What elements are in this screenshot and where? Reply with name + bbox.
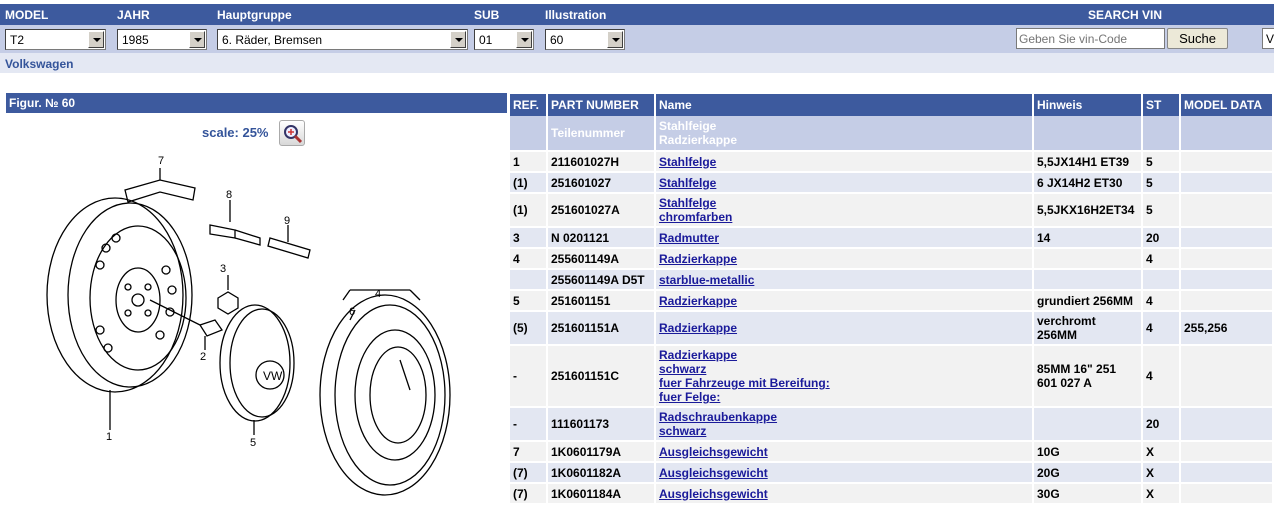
part-number-cell: 251601151C — [548, 346, 656, 408]
sub-select-value: 01 — [479, 33, 493, 47]
model-data-cell — [1181, 442, 1274, 463]
name-cell — [656, 484, 1034, 505]
part-number-cell: 255601149A D5T — [548, 270, 656, 291]
part-name-link[interactable]: Radmutter — [659, 230, 720, 245]
part-number-cell: 251601151A — [548, 312, 656, 346]
name-cell — [656, 463, 1034, 484]
column-header-name: Name — [656, 94, 1034, 116]
part-name-link[interactable]: fuer Fahrzeuge mit Bereifung: — [659, 376, 830, 390]
column-header-ref: REF. — [510, 94, 548, 116]
name-cell — [656, 408, 1034, 442]
part-name-link[interactable]: Radschraubenkappe — [659, 410, 778, 424]
name-cell — [656, 249, 1034, 270]
part-number-cell: 111601173 — [548, 408, 656, 442]
table-row — [510, 173, 1274, 194]
chevron-down-icon[interactable] — [88, 31, 104, 48]
hinweis-cell — [1034, 442, 1143, 463]
callout-2: 2 — [200, 351, 207, 363]
search-vin-label: SEARCH VIN — [1088, 8, 1163, 22]
part-name-link[interactable]: schwarz — [659, 362, 707, 376]
hinweis-cell — [1034, 346, 1143, 408]
st-cell: 5 — [1143, 152, 1181, 173]
callout-9: 9 — [284, 215, 291, 227]
part-number-cell: N 0201121 — [548, 228, 656, 249]
parts-illustration[interactable] — [10, 150, 460, 510]
group-select-value: 6. Räder, Bremsen — [222, 33, 323, 47]
subheader-name-cell — [656, 116, 1034, 152]
table-row — [510, 194, 1274, 228]
model-data-cell — [1181, 270, 1274, 291]
model-data-cell: 255,256 — [1181, 312, 1274, 346]
part-name-link[interactable]: Stahlfelge — [659, 175, 717, 190]
model-label: MODEL — [5, 8, 49, 22]
group-select[interactable] — [217, 29, 468, 50]
name-cell — [656, 291, 1034, 312]
ref-cell: 3 — [510, 228, 548, 249]
table-row — [510, 484, 1274, 505]
part-name-link[interactable]: Radzierkappe — [659, 251, 738, 266]
table-row — [510, 442, 1274, 463]
table-row — [510, 152, 1274, 173]
part-name-link[interactable]: Ausgleichsgewicht — [659, 444, 768, 459]
st-cell: X — [1143, 442, 1181, 463]
ref-cell: (7) — [510, 484, 548, 505]
hinweis-cell — [1034, 312, 1143, 346]
hub-cap-drawing — [220, 305, 294, 421]
part-name-link[interactable]: schwarz — [659, 424, 707, 438]
model-data-cell — [1181, 346, 1274, 408]
hinweis-cell — [1034, 408, 1143, 442]
ref-cell: - — [510, 346, 548, 408]
part-name-link[interactable]: starblue-metallic — [659, 272, 755, 287]
part-name-link[interactable]: chromfarben — [659, 210, 733, 224]
callout-4: 4 — [375, 288, 382, 300]
wheel-bolt-drawing — [210, 225, 235, 238]
hinweis-cell — [1034, 194, 1143, 228]
column-header-hinweis: Hinweis — [1034, 94, 1143, 116]
subheader-part-number: Teilenummer — [548, 116, 656, 152]
subheader-name-line: Radzierkappe — [659, 133, 738, 147]
hinweis-line: verchromt — [1037, 314, 1096, 328]
year-label: JAHR — [117, 8, 150, 22]
sub-select[interactable] — [474, 29, 534, 50]
chevron-down-icon[interactable] — [516, 31, 532, 48]
brand-link[interactable]: Volkswagen — [5, 57, 74, 71]
hinweis-line: grundiert 256MM — [1037, 293, 1134, 308]
hinweis-cell — [1034, 270, 1143, 291]
parts-table — [510, 94, 1274, 505]
name-cell — [656, 442, 1034, 463]
part-number-cell: 251601027 — [548, 173, 656, 194]
name-cell — [656, 270, 1034, 291]
table-row — [510, 291, 1274, 312]
magnifier-icon — [280, 121, 306, 147]
hinweis-line: 256MM — [1037, 328, 1078, 342]
svg-text:VW: VW — [263, 369, 283, 383]
part-name-link[interactable]: Stahlfelge — [659, 196, 717, 210]
table-row — [510, 312, 1274, 346]
model-data-cell — [1181, 291, 1274, 312]
hinweis-line: 30G — [1037, 486, 1060, 501]
model-data-cell — [1181, 152, 1274, 173]
hinweis-line: 85MM 16" 251 — [1037, 362, 1117, 376]
hinweis-cell — [1034, 484, 1143, 505]
name-cell — [656, 228, 1034, 249]
hinweis-line: 10G — [1037, 444, 1060, 459]
vin-search-input[interactable] — [1016, 28, 1165, 49]
wheel-cover-drawing — [320, 295, 450, 495]
ref-cell: (1) — [510, 194, 548, 228]
part-name-link[interactable]: Radzierkappe — [659, 293, 738, 308]
column-header-st: ST — [1143, 94, 1181, 116]
name-cell — [656, 194, 1034, 228]
ref-cell: - — [510, 408, 548, 442]
st-cell: 4 — [1143, 312, 1181, 346]
st-cell: 4 — [1143, 346, 1181, 408]
part-number-cell: 251601027A — [548, 194, 656, 228]
part-number-cell: 1K0601182A — [548, 463, 656, 484]
table-subheader-row — [510, 116, 1274, 152]
subheader-name-line: Stahlfeige — [659, 119, 717, 133]
subheader-st-cell — [1143, 116, 1181, 152]
subheader-hinweis-cell — [1034, 116, 1143, 152]
model-select[interactable] — [5, 29, 106, 50]
st-cell: 20 — [1143, 408, 1181, 442]
st-cell: 4 — [1143, 291, 1181, 312]
model-data-cell — [1181, 194, 1274, 228]
st-cell: 5 — [1143, 194, 1181, 228]
part-number-cell: 255601149A — [548, 249, 656, 270]
part-name-link[interactable]: Ausgleichsgewicht — [659, 486, 768, 501]
ref-cell: (5) — [510, 312, 548, 346]
callout-8: 8 — [226, 189, 233, 201]
table-row — [510, 249, 1274, 270]
part-name-link[interactable]: fuer Felge: — [659, 390, 721, 404]
illustration-select[interactable] — [545, 29, 625, 50]
st-cell: 5 — [1143, 173, 1181, 194]
part-name-link[interactable]: Radzierkappe — [659, 348, 738, 362]
model-data-cell — [1181, 228, 1274, 249]
model-select-value: T2 — [10, 33, 25, 47]
ref-cell: 4 — [510, 249, 548, 270]
ref-cell: 1 — [510, 152, 548, 173]
part-name-link[interactable]: Radzierkappe — [659, 321, 738, 335]
hinweis-cell — [1034, 463, 1143, 484]
hinweis-line: 6 JX14H2 ET30 — [1037, 175, 1123, 190]
brand-bar — [0, 53, 1274, 73]
hinweis-line: 5,5JX14H1 ET39 — [1037, 154, 1130, 169]
model-data-cell — [1181, 249, 1274, 270]
valve-drawing — [268, 238, 310, 258]
name-cell — [656, 312, 1034, 346]
table-row — [510, 270, 1274, 291]
table-row — [510, 408, 1274, 442]
hinweis-cell — [1034, 291, 1143, 312]
callout-7: 7 — [158, 155, 165, 167]
part-name-link[interactable]: Stahlfelge — [659, 154, 717, 169]
hinweis-cell — [1034, 249, 1143, 270]
st-cell: 4 — [1143, 249, 1181, 270]
hinweis-cell — [1034, 228, 1143, 249]
callout-6: 6 — [349, 306, 356, 318]
zoom-button[interactable] — [279, 120, 305, 146]
chevron-down-icon[interactable] — [607, 31, 623, 48]
table-header-row — [510, 94, 1274, 116]
part-number-cell: 1K0601179A — [548, 442, 656, 463]
name-cell — [656, 346, 1034, 408]
filter-labels-row — [0, 4, 1274, 25]
model-data-cell — [1181, 463, 1274, 484]
model-data-cell — [1181, 408, 1274, 442]
st-cell — [1143, 270, 1181, 291]
table-row — [510, 463, 1274, 484]
scale-label: scale: 25% — [202, 125, 269, 140]
name-cell — [656, 152, 1034, 173]
hinweis-line: 601 027 A — [1037, 376, 1092, 390]
model-data-cell — [1181, 484, 1274, 505]
year-select[interactable] — [117, 29, 207, 50]
part-name-link[interactable]: Ausgleichsgewicht — [659, 465, 768, 480]
ref-cell: (1) — [510, 173, 548, 194]
balance-weight-drawing — [125, 180, 195, 202]
ref-cell: 7 — [510, 442, 548, 463]
extra-select[interactable]: V — [1262, 28, 1274, 49]
column-header-model-data: MODEL DATA — [1181, 94, 1274, 116]
part-number-cell: 211601027H — [548, 152, 656, 173]
ref-cell: (7) — [510, 463, 548, 484]
callout-5: 5 — [250, 437, 257, 449]
part-number-cell: 251601151 — [548, 291, 656, 312]
column-header-part-number: PART NUMBER — [548, 94, 656, 116]
group-label: Hauptgruppe — [217, 8, 292, 22]
st-cell: 20 — [1143, 228, 1181, 249]
model-data-cell — [1181, 173, 1274, 194]
chevron-down-icon[interactable] — [450, 31, 466, 48]
name-cell — [656, 173, 1034, 194]
ref-cell: 5 — [510, 291, 548, 312]
steel-rim-drawing — [47, 198, 192, 392]
hinweis-line: 20G — [1037, 465, 1060, 480]
st-cell: X — [1143, 484, 1181, 505]
illustration-label: Illustration — [545, 8, 607, 22]
hinweis-cell — [1034, 152, 1143, 173]
subheader-model-cell — [1181, 116, 1274, 152]
callout-3: 3 — [220, 263, 227, 275]
subheader-ref-cell — [510, 116, 548, 152]
chevron-down-icon[interactable] — [189, 31, 205, 48]
wheel-nut-drawing — [218, 292, 238, 314]
sub-label: SUB — [474, 8, 500, 22]
st-cell: X — [1143, 463, 1181, 484]
callout-1: 1 — [106, 431, 113, 443]
table-row — [510, 228, 1274, 249]
bolt-drawing — [200, 320, 222, 336]
hinweis-line: 14 — [1037, 230, 1051, 245]
search-button[interactable]: Suche — [1167, 28, 1228, 49]
hinweis-cell — [1034, 173, 1143, 194]
table-row — [510, 346, 1274, 408]
illustration-select-value: 60 — [550, 33, 564, 47]
part-number-cell: 1K0601184A — [548, 484, 656, 505]
year-select-value: 1985 — [122, 33, 149, 47]
hinweis-line: 5,5JKX16H2ET34 — [1037, 203, 1135, 217]
figure-title: Figur. № 60 — [6, 93, 507, 113]
ref-cell — [510, 270, 548, 291]
